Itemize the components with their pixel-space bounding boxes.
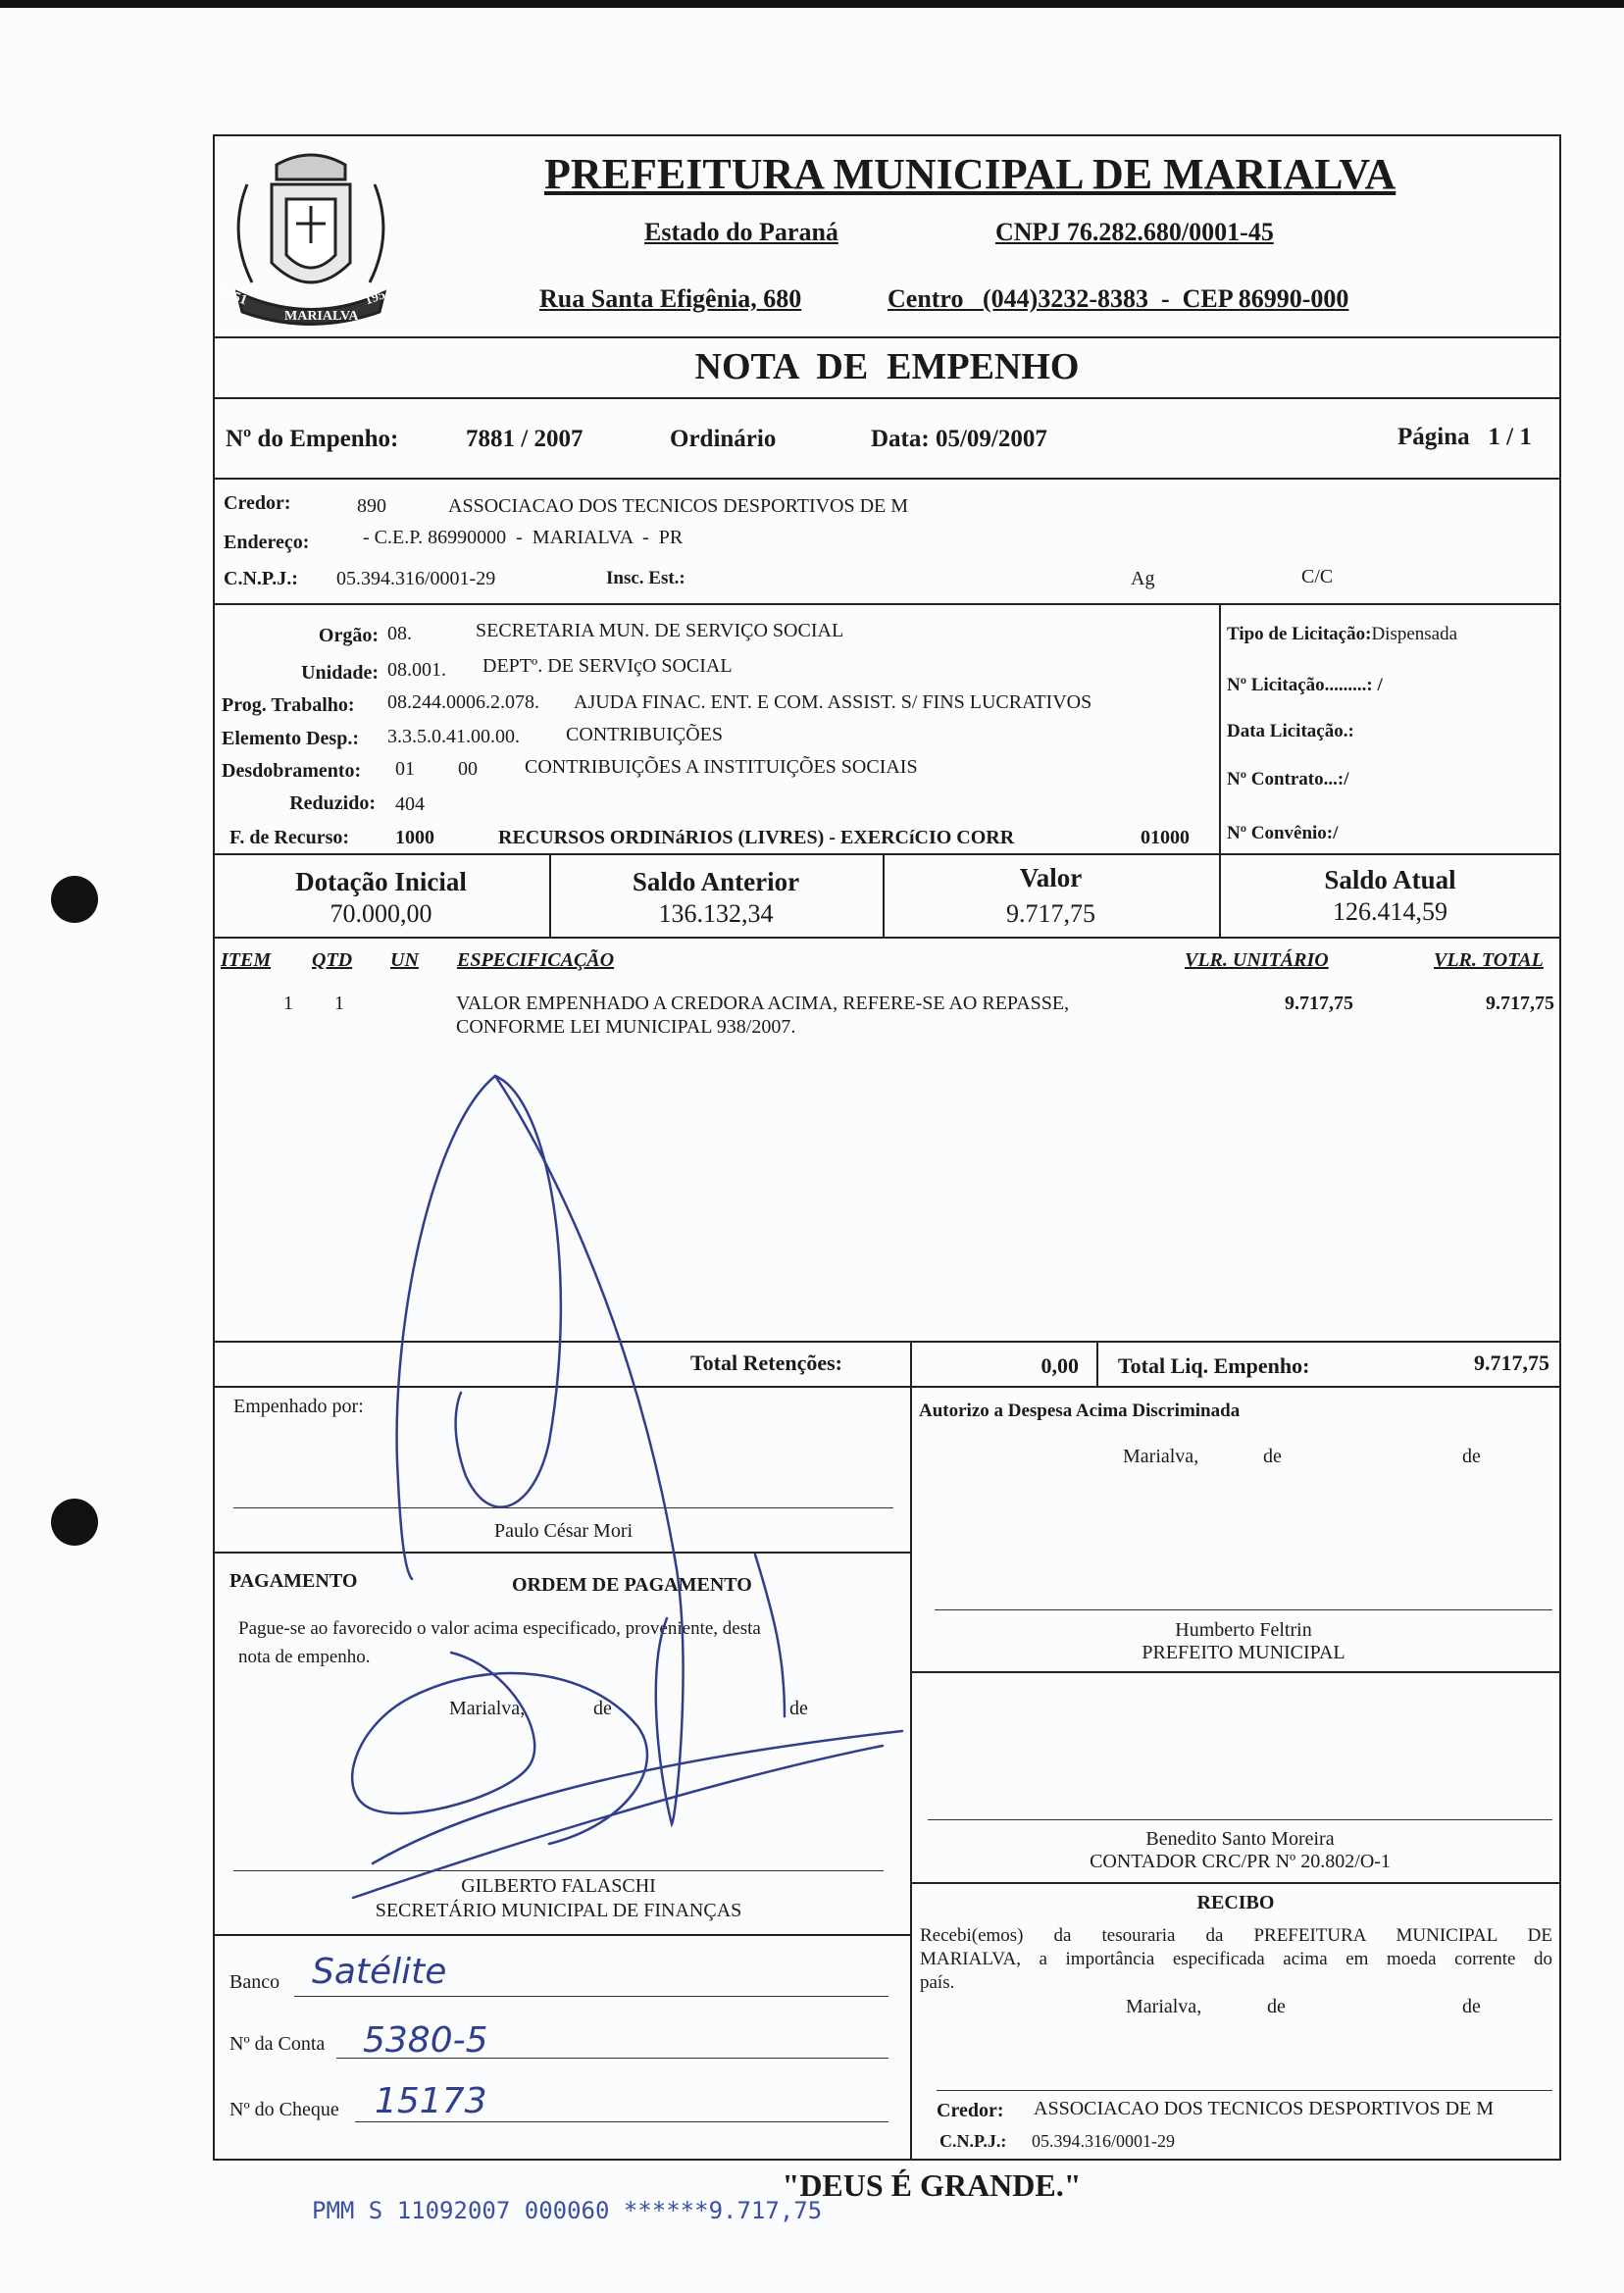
- credor-label: Credor:: [224, 492, 291, 514]
- seal-year-left: 1951: [218, 284, 249, 309]
- ag-label: Ag: [1131, 568, 1155, 589]
- desdobramento-label: Desdobramento:: [222, 760, 362, 782]
- pagamento-date-de1: de: [593, 1698, 612, 1719]
- unidade-code: 08.001.: [387, 659, 446, 681]
- saldo-anterior-value: 136.132,34: [658, 899, 774, 928]
- reduzido-label: Reduzido:: [289, 792, 376, 814]
- pagamento-date-de2: de: [789, 1698, 808, 1719]
- recibo-credor-label: Credor:: [937, 2100, 1004, 2121]
- elemento-code: 3.3.5.0.41.00.00.: [387, 726, 520, 747]
- valor-value: 9.717,75: [1006, 899, 1095, 928]
- empenhado-label: Empenhado por:: [233, 1396, 364, 1417]
- recibo-title: RECIBO: [1196, 1892, 1275, 1913]
- empenho-number: 7881 / 2007: [466, 426, 584, 452]
- recurso-code2: 01000: [1141, 827, 1190, 848]
- credor-code: 890: [357, 495, 386, 517]
- orgao-code: 08.: [387, 623, 412, 644]
- recibo-date-de1: de: [1267, 1996, 1286, 2017]
- licitacao-contrato: Nº Contrato...:/: [1227, 769, 1349, 790]
- prog-desc: AJUDA FINAC. ENT. E COM. ASSIST. S/ FINS LUCRATIVOS: [574, 691, 1092, 713]
- desdobramento-code1: 01: [395, 758, 415, 780]
- endereco-value: - C.E.P. 86990000 - MARIALVA - PR: [363, 527, 684, 548]
- secretario-name: GILBERTO FALASCHI: [461, 1875, 656, 1897]
- secretario-role: SECRETÁRIO MUNICIPAL DE FINANÇAS: [375, 1900, 742, 1921]
- document-title: NOTA DE EMPENHO: [694, 346, 1080, 387]
- item-desc-line1: VALOR EMPENHADO A CREDORA ACIMA, REFERE-SE AO REPASSE,: [456, 993, 1070, 1014]
- autorizo-date-city: Marialva,: [1123, 1446, 1199, 1467]
- cc-label: C/C: [1301, 566, 1334, 587]
- dotacao-label: Dotação Inicial: [295, 867, 467, 896]
- contador-role: CONTADOR CRC/PR Nº 20.802/O-1: [1090, 1851, 1391, 1872]
- item-number: 1: [283, 993, 293, 1014]
- conta-label: Nº da Conta: [229, 2033, 326, 2055]
- licitacao-tipo: Tipo de Licitação:Dispensada: [1227, 624, 1458, 644]
- pagamento-date-city: Marialva,: [449, 1698, 526, 1719]
- ordem-pagamento-title: ORDEM DE PAGAMENTO: [512, 1574, 752, 1596]
- prefeito-role: PREFEITO MUNICIPAL: [1142, 1642, 1345, 1663]
- saldo-atual-label: Saldo Atual: [1324, 865, 1456, 894]
- header-street: Rua Santa Efigênia, 680: [539, 284, 802, 313]
- insc-label: Insc. Est.:: [606, 568, 685, 588]
- licitacao-numero: Nº Licitação.........: /: [1227, 675, 1383, 695]
- recibo-text-line3: país.: [920, 1972, 955, 1993]
- recibo-text-line1: Recebi(emos) da tesouraria da PREFEITURA MUNICIPAL DE: [920, 1925, 1552, 1946]
- cnpj-value: 05.394.316/0001-29: [336, 568, 496, 589]
- header-cnpj: CNPJ 76.282.680/0001-45: [995, 218, 1274, 246]
- col-qtd: QTD: [312, 949, 353, 971]
- unidade-label: Unidade:: [301, 662, 379, 684]
- banco-value: Satélite: [312, 1952, 447, 1992]
- credor-name: ASSOCIACAO DOS TECNICOS DESPORTIVOS DE M: [448, 495, 909, 517]
- pagamento-text-line2: nota de empenho.: [238, 1647, 371, 1667]
- empenho-label: Nº do Empenho:: [226, 426, 399, 452]
- licitacao-data: Data Licitação.:: [1227, 721, 1354, 741]
- saldo-anterior-label: Saldo Anterior: [632, 867, 800, 896]
- col-un: UN: [390, 949, 419, 971]
- empenho-date: Data: 05/09/2007: [871, 426, 1047, 452]
- empenhado-name: Paulo César Mori: [493, 1520, 634, 1542]
- col-especificacao: ESPECIFICAÇÃO: [457, 949, 615, 971]
- prefeito-name: Humberto Feltrin: [1175, 1619, 1312, 1641]
- autorizo-label: Autorizo a Despesa Acima Discriminada: [919, 1401, 1241, 1421]
- seal-year-right: 1952: [363, 284, 394, 309]
- autorizo-date-de2: de: [1462, 1446, 1481, 1467]
- recurso-label: F. de Recurso:: [229, 827, 350, 848]
- autorizo-date-de1: de: [1263, 1446, 1282, 1467]
- total-retencoes-value: 0,00: [1040, 1353, 1079, 1378]
- recurso-desc: RECURSOS ORDINáRIOS (LIVRES) - EXERCíCIO CORR: [498, 827, 1015, 848]
- recibo-cnpj-label: C.N.P.J.:: [939, 2131, 1007, 2151]
- cheque-label: Nº do Cheque: [229, 2099, 339, 2120]
- header-state: Estado do Paraná: [644, 218, 838, 246]
- col-unitario: VLR. UNITÁRIO: [1185, 949, 1329, 971]
- desdobramento-desc: CONTRIBUIÇÕES A INSTITUIÇÕES SOCIAIS: [525, 756, 918, 778]
- recurso-code: 1000: [395, 827, 434, 848]
- endereco-label: Endereço:: [224, 532, 310, 553]
- desdobramento-code2: 00: [458, 758, 478, 780]
- recibo-date-city: Marialva,: [1126, 1996, 1202, 2017]
- prog-code: 08.244.0006.2.078.: [387, 691, 539, 713]
- seal-name: MARIALVA: [284, 309, 359, 324]
- dotacao-value: 70.000,00: [330, 899, 432, 928]
- footer-motto: "DEUS É GRANDE.": [782, 2167, 1082, 2203]
- footer-stamp: PMM S 11092007 000060 ******9.717,75: [312, 2197, 823, 2224]
- item-unit-value: 9.717,75: [1285, 993, 1353, 1014]
- pagamento-text-line1: Pague-se ao favorecido o valor acima especificado, proveniente, desta: [238, 1618, 761, 1639]
- recibo-text-line2: MARIALVA, a importância especificada acima em moeda corrente do: [920, 1949, 1552, 1969]
- item-total-value: 9.717,75: [1486, 993, 1554, 1014]
- recibo-cnpj-value: 05.394.316/0001-29: [1032, 2131, 1175, 2151]
- header-contact: Centro (044)3232-8383 - CEP 86990-000: [888, 284, 1349, 313]
- cnpj-label: C.N.P.J.:: [224, 568, 298, 589]
- reduzido-value: 404: [395, 793, 425, 815]
- page-number: Página 1 / 1: [1397, 424, 1532, 450]
- recibo-date-de2: de: [1462, 1996, 1481, 2017]
- item-qtd: 1: [334, 993, 344, 1014]
- orgao-desc: SECRETARIA MUN. DE SERVIÇO SOCIAL: [476, 620, 844, 641]
- unidade-desc: DEPTº. DE SERVIçO SOCIAL: [482, 655, 733, 677]
- banco-label: Banco: [229, 1971, 280, 1993]
- elemento-desc: CONTRIBUIÇÕES: [566, 724, 724, 745]
- elemento-label: Elemento Desp.:: [222, 728, 359, 749]
- orgao-label: Orgão:: [318, 625, 379, 646]
- licitacao-convenio: Nº Convênio:/: [1227, 823, 1339, 843]
- item-desc-line2: CONFORME LEI MUNICIPAL 938/2007.: [456, 1016, 796, 1038]
- total-liq-label: Total Liq. Empenho:: [1118, 1353, 1310, 1378]
- valor-label: Valor: [1019, 863, 1083, 892]
- contador-name: Benedito Santo Moreira: [1145, 1828, 1335, 1850]
- total-retencoes-label: Total Retenções:: [690, 1350, 842, 1375]
- conta-value: 5380-5: [363, 2020, 488, 2061]
- col-total: VLR. TOTAL: [1434, 949, 1544, 971]
- recibo-credor-name: ASSOCIACAO DOS TECNICOS DESPORTIVOS DE M: [1034, 2098, 1495, 2119]
- total-liq-value: 9.717,75: [1474, 1350, 1549, 1375]
- empenho-type: Ordinário: [670, 426, 777, 452]
- col-item: ITEM: [221, 949, 272, 971]
- saldo-atual-value: 126.414,59: [1333, 897, 1447, 926]
- prog-label: Prog. Trabalho:: [222, 694, 355, 716]
- pagamento-label: PAGAMENTO: [229, 1570, 358, 1592]
- cheque-value: 15173: [375, 2081, 487, 2121]
- page-title: PREFEITURA MUNICIPAL DE MARIALVA: [544, 150, 1396, 198]
